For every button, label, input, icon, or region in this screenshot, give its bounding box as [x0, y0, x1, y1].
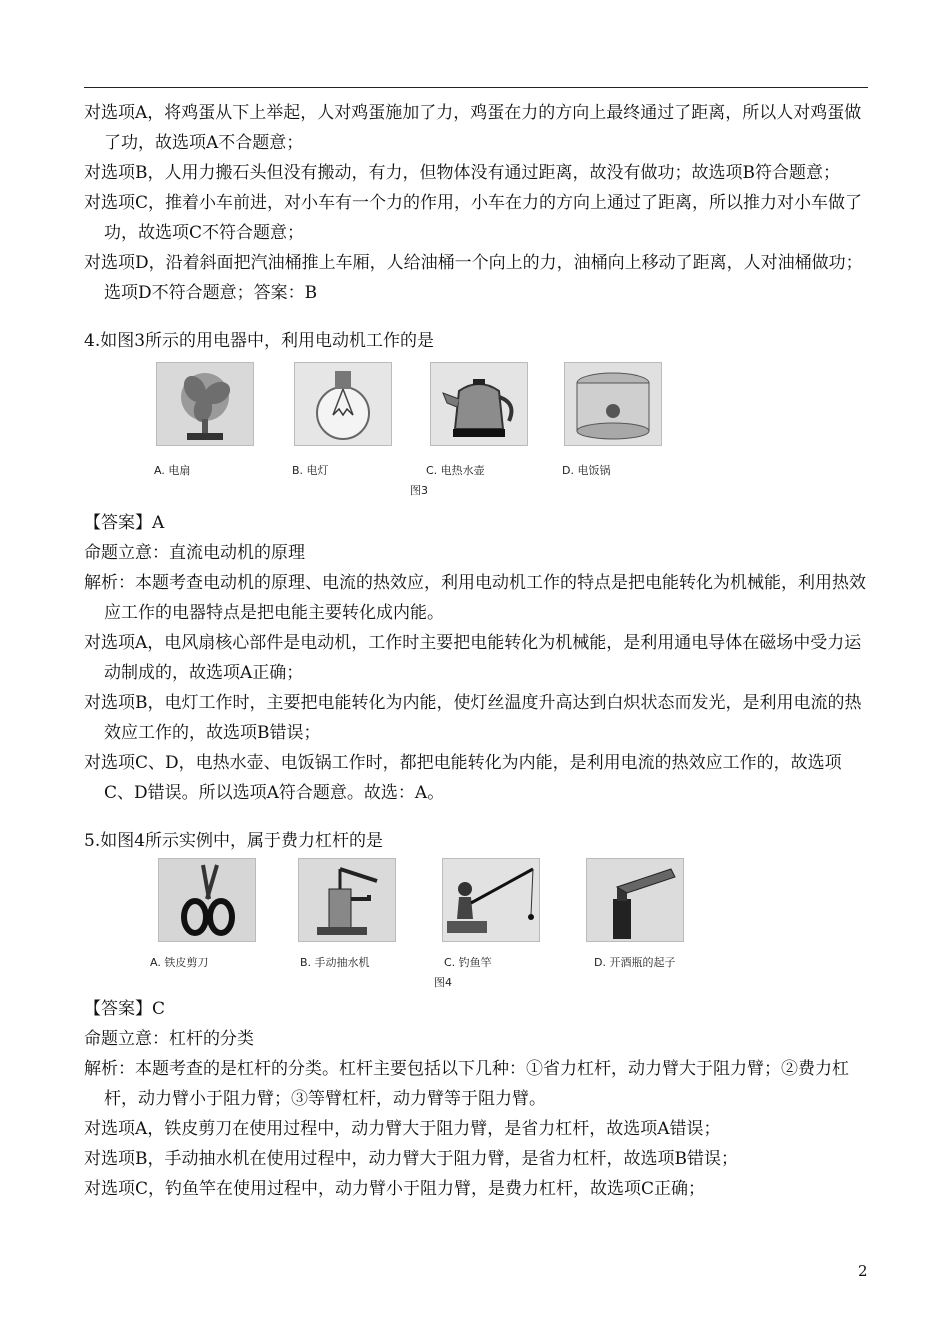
figure-4-caption-d: D. 开酒瓶的起子 — [594, 956, 676, 969]
q5-explanation: 解析：本题考查的是杠杆的分类。杠杆主要包括以下几种：①省力杠杆，动力臂大于阻力臂；②费力杠杆，动力臂小于阻力臂；③等臂杠杆，动力臂等于阻力臂。 — [84, 1059, 849, 1109]
fan-icon — [156, 362, 254, 446]
figure-4-label: 图4 — [434, 976, 452, 989]
fishing-rod-icon — [442, 858, 540, 942]
kettle-icon — [430, 362, 528, 446]
figure-4-caption-b: B. 手动抽水机 — [300, 956, 370, 969]
q4-question: 4.如图3所示的用电器中，利用电动机工作的是 — [84, 331, 435, 351]
bottle-opener-icon — [586, 858, 684, 942]
q4-intent: 命题立意：直流电动机的原理 — [84, 543, 305, 563]
figure-3-caption-b: B. 电灯 — [292, 464, 329, 477]
q4-explanation: 解析：本题考查电动机的原理、电流的热效应，利用电动机工作的特点是把电能转化为机械能，利用热效应工作的电器特点是把电能主要转化成内能。 — [84, 573, 866, 623]
figure-4-option-b — [298, 858, 396, 952]
figure-3-option-a — [156, 362, 254, 456]
water-pump-icon — [298, 858, 396, 942]
header-rule — [84, 87, 868, 88]
figure-3-caption-a: A. 电扇 — [154, 464, 191, 477]
figure-3-option-b — [294, 362, 392, 456]
figure-3 — [154, 356, 664, 508]
q5-intent: 命题立意：杠杆的分类 — [84, 1029, 254, 1049]
figure-4-option-c — [442, 858, 540, 952]
figure-3-option-d — [564, 362, 662, 456]
figure-4-option-d — [586, 858, 684, 952]
figure-3-label: 图3 — [410, 484, 428, 497]
figure-4-caption-c: C. 钓鱼竿 — [444, 956, 492, 969]
figure-3-option-c — [430, 362, 528, 456]
q5-answer: 【答案】C — [84, 999, 166, 1019]
figure-4-caption-a: A. 铁皮剪刀 — [150, 956, 209, 969]
q5-option-c-analysis: 对选项C，钓鱼竿在使用过程中，动力臂小于阻力臂，是费力杠杆，故选项C正确； — [84, 1179, 706, 1199]
q4-option-a-analysis: 对选项A，电风扇核心部件是电动机，工作时主要把电能转化为机械能，是利用通电导体在磁场中受力运动制成的，故选项A正确； — [84, 633, 862, 683]
q3-option-c: 对选项C，推着小车前进，对小车有一个力的作用，小车在力的方向上通过了距离，所以推力对小车做了功，故选项C不符合题意； — [84, 193, 863, 243]
figure-4 — [146, 856, 714, 994]
q5-option-a-analysis: 对选项A，铁皮剪刀在使用过程中，动力臂大于阻力臂，是省力杠杆，故选项A错误； — [84, 1119, 721, 1139]
q5-question: 5.如图4所示实例中，属于费力杠杆的是 — [84, 831, 384, 851]
q3-option-b: 对选项B，人用力搬石头但没有搬动，有力，但物体没有通过距离，故没有做功；故选项B符合题意； — [84, 163, 840, 183]
figure-3-caption-c: C. 电热水壶 — [426, 464, 485, 477]
page-number: 2 — [858, 1262, 868, 1280]
q3-option-a: 对选项A，将鸡蛋从下上举起，人对鸡蛋施加了力，鸡蛋在力的方向上最终通过了距离，所以人对鸡蛋做了功，故选项A不合题意； — [84, 103, 862, 153]
figure-3-caption-d: D. 电饭锅 — [562, 464, 611, 477]
q4-answer: 【答案】A — [84, 513, 165, 533]
rice-cooker-icon — [564, 362, 662, 446]
lightbulb-icon — [294, 362, 392, 446]
q3-option-d: 对选项D，沿着斜面把汽油桶推上车厢，人给油桶一个向上的力，油桶向上移动了距离，人对油桶做功；选项D不符合题意；答案：B — [84, 253, 863, 303]
q4-option-cd-analysis: 对选项C、D，电热水壶、电饭锅工作时，都把电能转化为内能，是利用电流的热效应工作的，故选项C、D错误。所以选项A符合题意。故选：A。 — [84, 753, 842, 803]
figure-4-option-a — [158, 858, 256, 952]
q4-option-b-analysis: 对选项B，电灯工作时，主要把电能转化为内能，使灯丝温度升高达到白炽状态而发光，是利用电流的热效应工作的，故选项B错误； — [84, 693, 862, 743]
q5-option-b-analysis: 对选项B，手动抽水机在使用过程中，动力臂大于阻力臂，是省力杠杆，故选项B错误； — [84, 1149, 738, 1169]
shears-icon — [158, 858, 256, 942]
page-content — [84, 98, 868, 1204]
